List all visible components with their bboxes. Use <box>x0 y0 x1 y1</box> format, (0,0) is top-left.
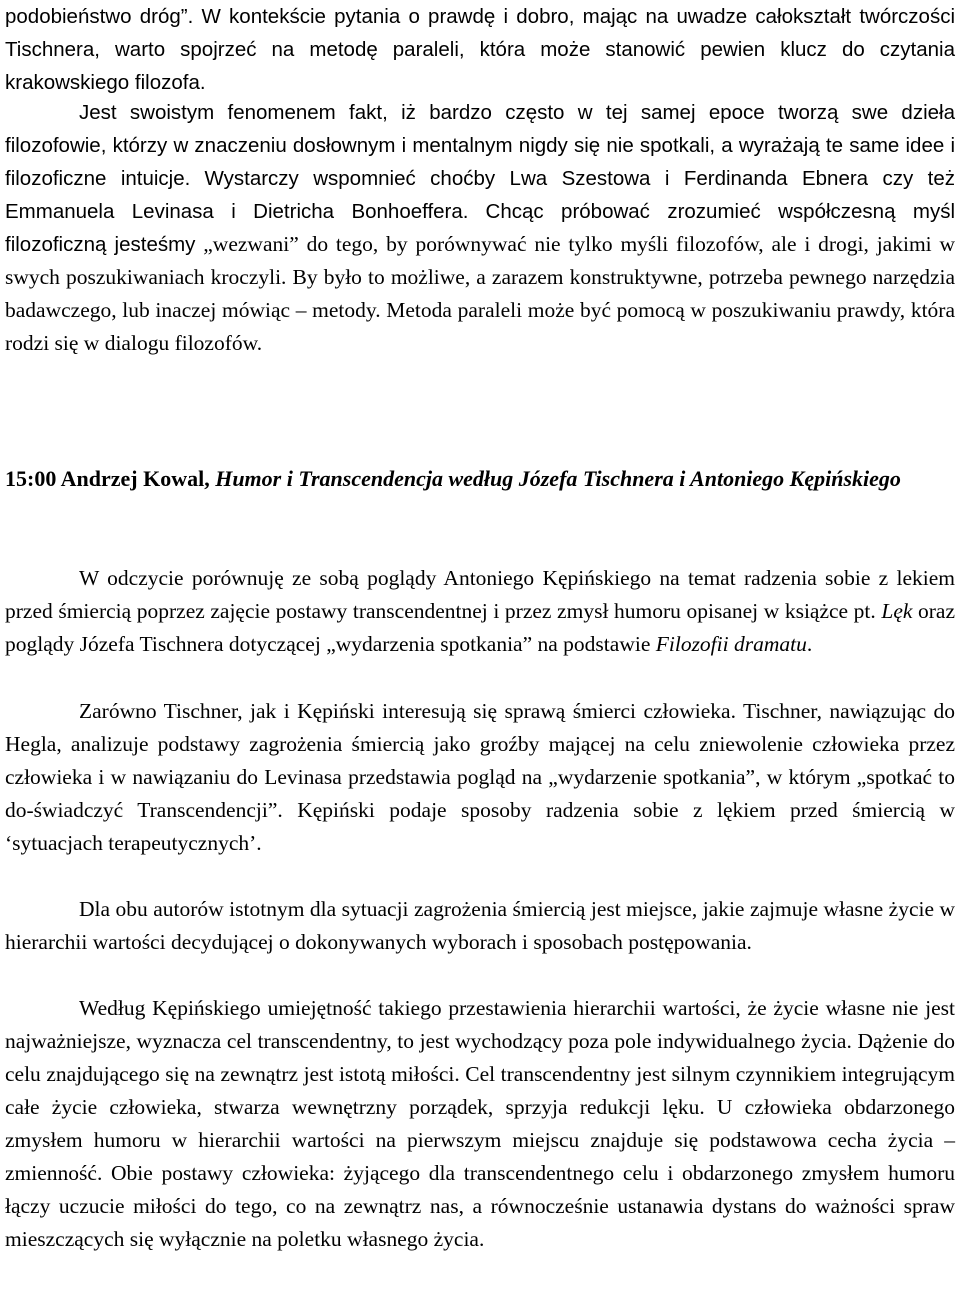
intro-text-1b: do czytania krakowskiego filozofa. <box>5 38 955 94</box>
abstract-text-1a: W odczycie porównuję ze sobą poglądy Antoniego Kępińskiego na temat radzenia sobie z lekiem przed śmiercią poprzez zajęcie postawy transcendentnej i przez zmysł humoru opisanej w książce pt. <box>5 566 955 623</box>
intro-text-2e: By było to możliwe, a zarazem konstruktywne, potrzeba pewnego narzędzia badawczego, lub inaczej mówiąc – metody. <box>5 265 956 322</box>
intro-paragraph-1 <box>5 0 955 99</box>
book-title-filozofia-dramatu: Filozofii dramatu <box>655 632 807 656</box>
abstract-paragraph-2: Zarówno Tischner, jak i Kępiński interesują się sprawą śmierci człowieka. Tischner, nawiązując do Hegla, analizuje podstawy zagrożenia śmiercią jako groźby mającej na celu zniewolenie człowieka przez człowieka i w nawiązaniu do Levinasa przedstawia pogląd na „wydarzenie spotkania”, w którym „spotkać to do-świadczyć Transcendencji”. Kępiński podaje sposoby radzenia sobie z lękiem przed śmiercią w ‘sytuacjach terapeutycznych’. <box>5 699 955 855</box>
abstract-paragraph-1 <box>5 562 955 661</box>
abstract-paragraph-4: Według Kępińskiego umiejętność takiego przestawienia hierarchii wartości, że życie własne nie jest najważniejsze, wyznacza cel transcendentny, to jest wychodzący poza pole indywidualnego życia. Dążenie do celu znajdującego się na zewnątrz jest istotą miłości. Cel transcendentny jest silnym czynnikiem integrującym całe życie człowieka, stwarza wewnętrzny porządek, sprzyja redukcji lęku. U człowieka obdarzonego zmysłem humoru w hierarchii wartości na pierwszym miejscu znajduje się podstawowa cecha życia – zmienność. Obie postawy człowieka: żyjącego dla transcendentnego celu i obdarzonego zmysłem humoru łączy uczucie miłości do tego, co na zewnątrz nas, a równocześnie ustanawia dystans do ważności spraw mieszczących się wyłącznie na poletku własnego życia. <box>5 996 955 1251</box>
abstract-paragraph-3: Dla obu autorów istotnym dla sytuacji zagrożenia śmiercią jest miejsce, jakie zajmuje własne życie w hierarchii wartości decydującej o dokonywanych wyborach i sposobach postępowania. <box>5 897 955 954</box>
intro-text-2d: „wezwani” do tego, by porównywać nie tylko myśli filozofów, ale i drogi, jakimi w swych poszukiwaniach kroczyli. <box>5 232 956 289</box>
abstract-text-1c: oraz poglądy Józefa Tischnera dotyczącej „wydarzenia spotkania” na podstawie <box>5 599 956 656</box>
intro-text-2a: Jest swoistym fenomenem fakt, iż bardzo często w tej samej epoce tworzą swe dzieła filozofowie, którzy w znaczeniu dosłownym i mentalnym nigdy się nie spotkali, a wyrażają te same idee i filozoficzne intuicje. <box>5 101 955 190</box>
session-heading <box>5 462 955 495</box>
intro-paragraph-2 <box>5 96 955 360</box>
intro-text-2c: Chcąc próbować zrozumieć współczesną myśl filozoficzną jesteśmy <box>5 200 956 256</box>
session-title: Humor i Transcendencja według Józefa Tischnera i Antoniego Kępińskiego <box>215 466 901 491</box>
intro-text-2f: Metoda paraleli może być pomocą w poszukiwaniu prawdy, która rodzi się w dialogu filozofów. <box>5 298 956 355</box>
intro-text-2b: Wystarczy wspomnieć choćby Lwa Szestowa i Ferdinanda Ebnera czy też Emmanuela Levinasa i Dietricha Bonhoeffera. <box>5 167 956 223</box>
intro-text-1a: podobieństwo dróg”. W kontekście pytania o prawdę i dobro, mając na uwadze całokształt twórczości Tischnera, warto spojrzeć na metodę paraleli, która może stanowić pewien klucz <box>5 5 955 61</box>
book-title-lek: Lęk <box>881 599 913 623</box>
session-time-author: 15:00 Andrzej Kowal, <box>5 466 210 491</box>
abstract-text-1e: . <box>806 632 813 656</box>
